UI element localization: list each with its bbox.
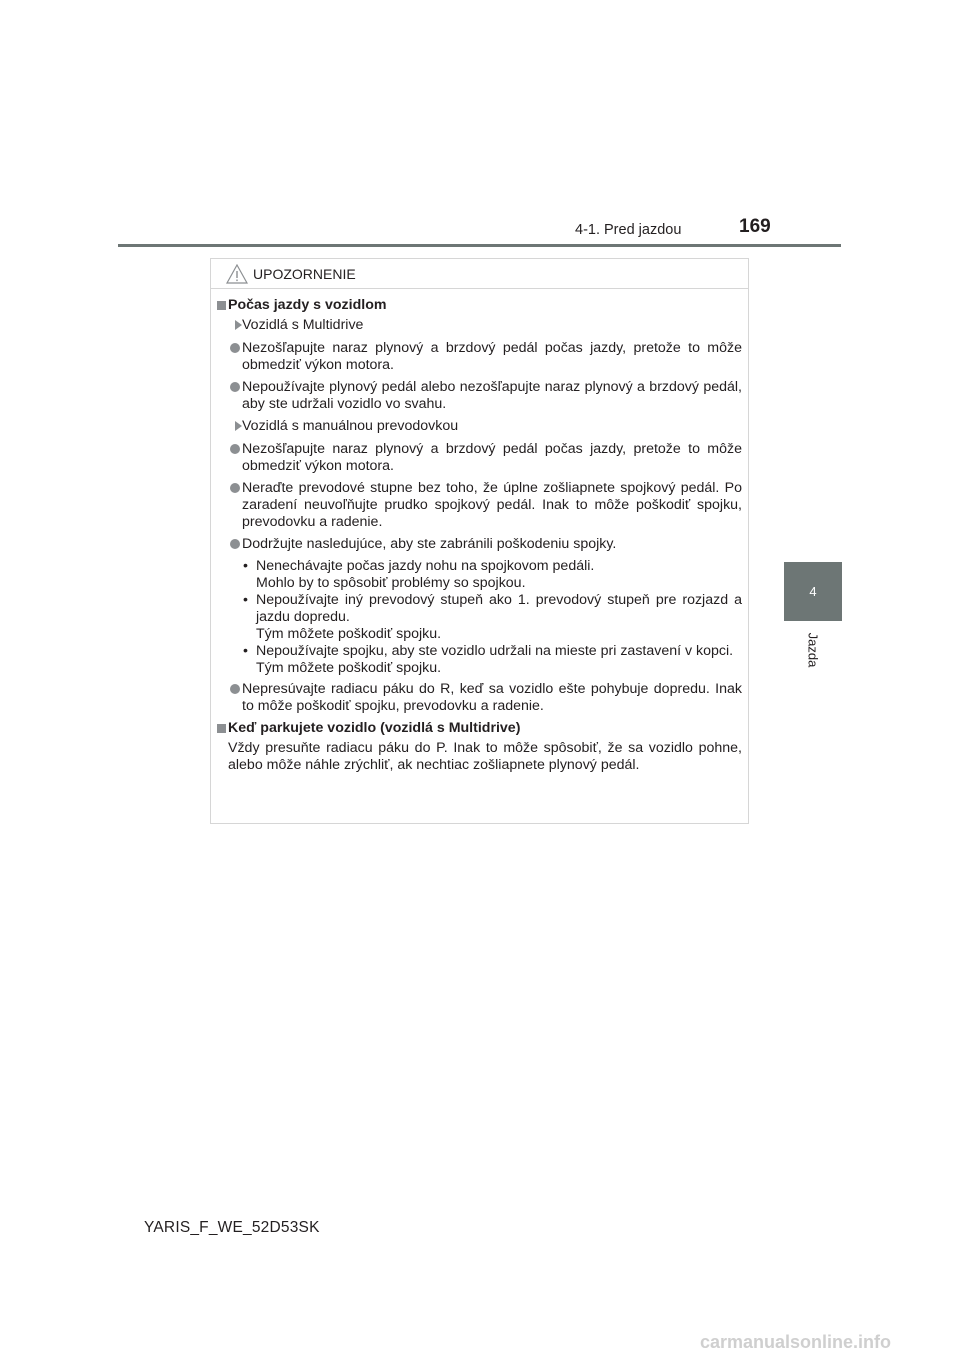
- small-bullet-icon: •: [243, 592, 248, 608]
- small-bullet-icon: •: [243, 558, 248, 574]
- bullet-item: Neraďte prevodové stupne bez toho, že úplne zošliapnete spojkový pedál. Po zaradení neuvoľňujte prudko spojkový pedál. Inak to môže poškodiť spojku, prevodovku a radenie.: [217, 480, 742, 531]
- sub-bullet-item: • Nepoužívajte spojku, aby ste vozidlo udržali na mieste pri zastavení v kopci. Tým môžete poškodiť spojku.: [217, 643, 742, 677]
- warning-body: [211, 289, 748, 774]
- dot-bullet-icon: [230, 382, 240, 392]
- bullet-item: Nezošľapujte naraz plynový a brzdový pedál počas jazdy, pretože to môže obmedziť výkon motora.: [217, 441, 742, 475]
- section-heading: Keď parkujete vozidlo (vozidlá s Multidrive): [217, 720, 742, 737]
- sub-bullet-item: • Nepoužívajte iný prevodový stupeň ako 1. prevodový stupeň pre rozjazd a jazdu dopredu. Tým môžete poškodiť spojku.: [243, 592, 742, 642]
- paragraph: Vždy presuňte radiacu páku do P. Inak to môže spôsobiť, že sa vozidlo pohne, alebo môže náhle zrýchliť, ak nechtiac zošliapnete plynový pedál.: [228, 740, 742, 773]
- warning-triangle-icon: [226, 264, 248, 284]
- square-bullet-icon: [217, 301, 226, 310]
- section-title: 4-1. Pred jazdou: [575, 222, 682, 238]
- triangle-bullet-icon: [235, 421, 242, 431]
- sub-bullet-note: Mohlo by to spôsobiť problémy so spojkou.: [256, 575, 526, 591]
- chapter-label: Jazda: [805, 632, 821, 668]
- chapter-number: 4: [809, 584, 817, 599]
- sub-heading: Vozidlá s manuálnou prevodovkou: [217, 418, 742, 435]
- section-heading: Počas jazdy s vozidlom: [217, 297, 742, 314]
- warning-header: [211, 259, 748, 289]
- header-rule: [118, 244, 841, 247]
- warning-title: UPOZORNENIE: [253, 265, 356, 282]
- dot-bullet-icon: [230, 684, 240, 694]
- warning-box: [210, 258, 749, 824]
- chapter-tab: [784, 562, 842, 621]
- page-number: 169: [739, 216, 771, 237]
- bullet-item: Nezošľapujte naraz plynový a brzdový pedál počas jazdy, pretože to môže obmedziť výkon motora.: [217, 340, 742, 374]
- document-code: YARIS_F_WE_52D53SK: [144, 1219, 320, 1236]
- sub-bullet-note: Tým môžete poškodiť spojku.: [256, 626, 442, 642]
- watermark: carmanualsonline.info: [700, 1332, 892, 1352]
- small-bullet-icon: •: [243, 643, 248, 659]
- square-bullet-icon: [217, 724, 226, 733]
- bullet-item: Nepresúvajte radiacu páku do R, keď sa vozidlo ešte pohybuje dopredu. Inak to môže poškodiť spojku, prevodovku a radenie.: [217, 681, 742, 715]
- dot-bullet-icon: [230, 539, 240, 549]
- sub-bullet-item: • Nenechávajte počas jazdy nohu na spojkovom pedáli. Mohlo by to spôsobiť problémy so spojkou.: [217, 558, 742, 592]
- dot-bullet-icon: [230, 444, 240, 454]
- sub-bullet-note: Tým môžete poškodiť spojku.: [256, 660, 442, 676]
- bullet-item: Dodržujte nasledujúce, aby ste zabránili poškodeniu spojky.: [217, 536, 742, 553]
- dot-bullet-icon: [230, 483, 240, 493]
- triangle-bullet-icon: [235, 320, 242, 330]
- sub-heading: Vozidlá s Multidrive: [217, 317, 742, 334]
- bullet-item: Nepoužívajte plynový pedál alebo nezošľapujte naraz plynový a brzdový pedál, aby ste udržali vozidlo vo svahu.: [217, 379, 742, 413]
- dot-bullet-icon: [230, 343, 240, 353]
